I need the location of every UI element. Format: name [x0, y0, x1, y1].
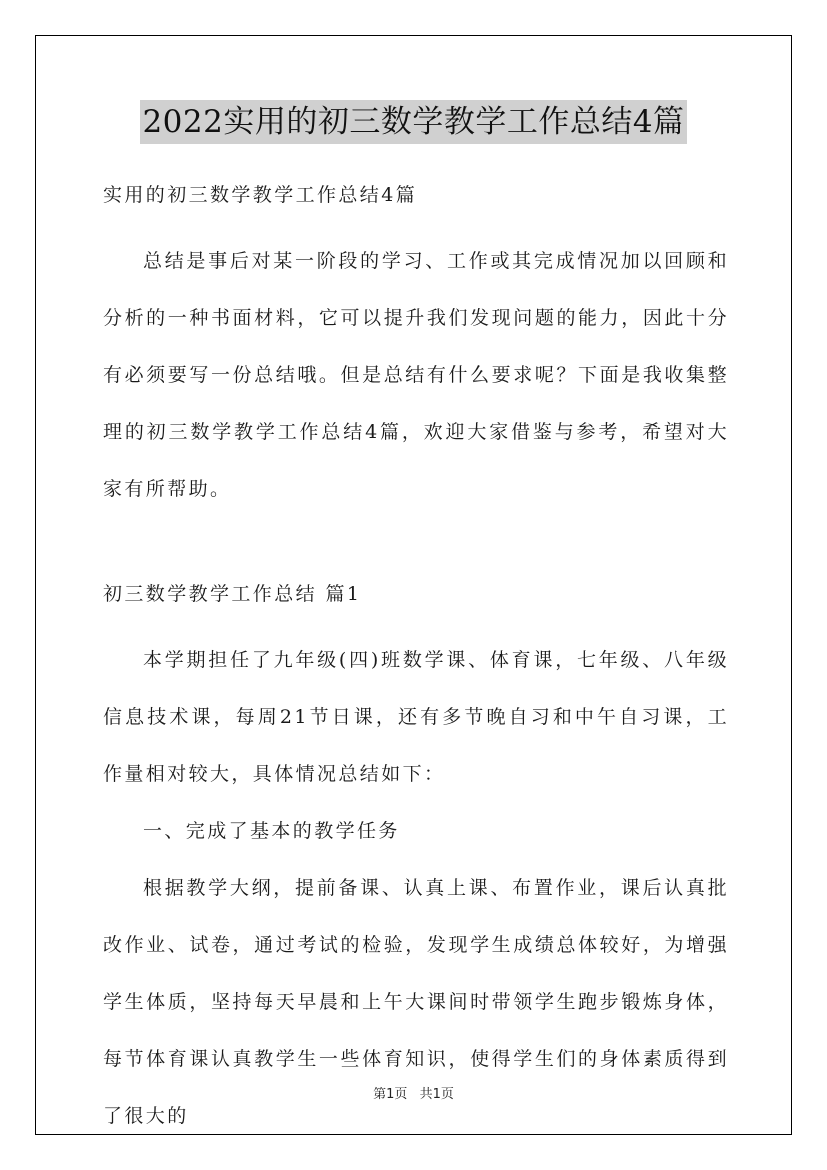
document-title: 2022实用的初三数学教学工作总结4篇	[140, 100, 686, 144]
document-body	[103, 176, 729, 1145]
intro-paragraph: 总结是事后对某一阶段的学习、工作或其完成情况加以回顾和分析的一种书面材料，它可以提升我们发现问题的能力，因此十分有必须要写一份总结哦。但是总结有什么要求呢？下面是我收集整理的初三数学教学工作总结4篇，欢迎大家借鉴与参考，希望对大家有所帮助。	[103, 250, 729, 500]
title-container	[0, 100, 827, 144]
page-number: 第1页	[373, 1087, 408, 1102]
body-heading-1: 一、完成了基本的教学任务	[143, 820, 400, 842]
page-footer	[0, 1083, 827, 1102]
section-heading: 初三数学教学工作总结 篇1	[103, 583, 362, 605]
body-paragraph-1: 本学期担任了九年级(四)班数学课、体育课，七年级、八年级信息技术课，每周21节日课，还有多节晚自习和中午自习课，工作量相对较大，具体情况总结如下：	[103, 649, 729, 785]
page-total: 共1页	[419, 1087, 454, 1102]
document-subtitle: 实用的初三数学教学工作总结4篇	[103, 184, 418, 206]
body-paragraph-2: 根据教学大纲，提前备课、认真上课、布置作业，课后认真批改作业、试卷，通过考试的检验，发现学生成绩总体较好，为增强学生体质，坚持每天早晨和上午大课间时带领学生跑步锻炼身体，每节体育课认真教学生一些体育知识，使得学生们的身体素质得到了很大的	[103, 877, 729, 1127]
